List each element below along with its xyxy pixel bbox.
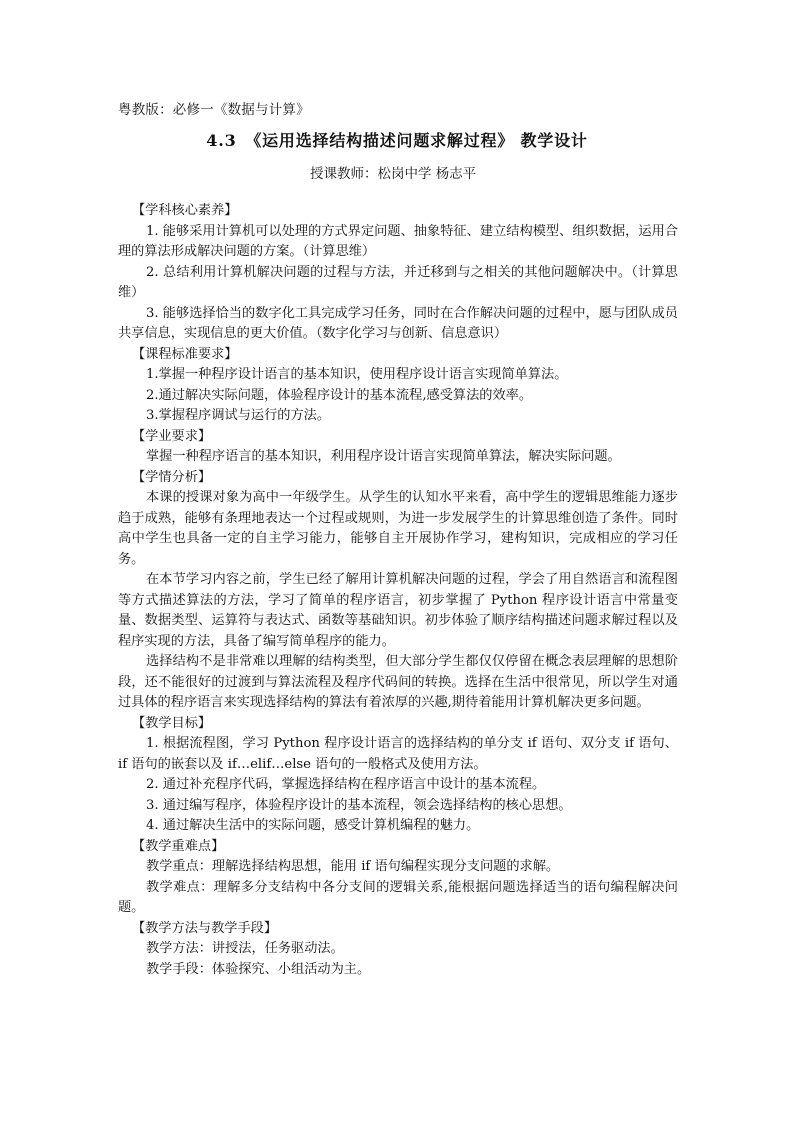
analysis-item-1: 本课的授课对象为高中一年级学生。从学生的认知水平来看，高中学生的逻辑思维能力逐步趋于成熟，能够有条理地表达一个过程或规则，为进一步发展学生的计算思维创造了条件。同时高中学生也具备一定的自主学习能力，能够自主开展协作学习，建构知识，完成相应的学习任务。 (118, 490, 678, 567)
page-title: 4.3 《运用选择结构描述问题求解过程》 教学设计 (206, 131, 588, 150)
keypoints-item-2: 教学难点：理解多分支结构中各分支间的逻辑关系,能根据问题选择适当的语句编程解决问题。 (118, 879, 678, 915)
goals-item-2: 2. 通过补充程序代码，掌握选择结构在程序语言中设计的基本流程。 (146, 777, 546, 792)
standard-item-1: 1.掌握一种程序设计语言的基本知识，使用程序设计语言实现简单算法。 (146, 367, 568, 382)
teacher-line: 授课教师：松岗中学 杨志平 (310, 166, 477, 182)
keypoints-item-1: 教学重点：理解选择结构思想，能用 if 语句编程实现分支问题的求解。 (146, 859, 560, 874)
goals-item-4: 4. 通过解决生活中的实际问题，感受计算机编程的魅力。 (146, 818, 480, 833)
methods-item-1: 教学方法：讲授法，任务驱动法。 (146, 941, 344, 956)
edition-line: 粤教版：必修一《数据与计算》 (118, 102, 310, 118)
core-item-2: 2. 总结利用计算机解决问题的过程与方法，并迁移到与之相关的其他问题解决中。（计算思维） (118, 264, 678, 300)
section-heading-methods: 【教学方法与教学手段】 (132, 920, 278, 936)
standard-item-2: 2.通过解决实际问题，体验程序设计的基本流程,感受算法的效率。 (146, 387, 533, 403)
requirement-item-1: 掌握一种程序语言的基本知识，利用程序设计语言实现简单算法，解决实际问题。 (146, 449, 621, 464)
core-item-3: 3. 能够选择恰当的数字化工具完成学习任务，同时在合作解决问题的过程中，愿与团队成员共享信息，实现信息的更大价值。（数字化学习与创新、信息意识） (118, 305, 678, 341)
analysis-item-3: 选择结构不是非常难以理解的结构类型，但大部分学生都仅仅停留在概念表层理解的思想阶段，还不能很好的过渡到与算法流程及程序代码间的转换。选择在生活中很常见，所以学生对通过具体的程序语言来实现选择结构的算法有着浓厚的兴趣,期待着能用计算机解决更多问题。 (118, 654, 678, 710)
methods-item-2: 教学手段：体验探究、小组活动为主。 (146, 961, 371, 977)
core-item-1: 1. 能够采用计算机可以处理的方式界定问题、抽象特征、建立结构模型、组织数据，运用合理的算法形成解决问题的方案。（计算思维） (118, 223, 678, 259)
goals-item-1: 1. 根据流程图，学习 Python 程序设计语言的选择结构的单分支 if 语句、双分支 if 语句、if 语句的嵌套以及 if…elif…else 语句的一般格式及使用方法。 (118, 736, 678, 772)
section-heading-goals: 【教学目标】 (132, 715, 212, 731)
document-body (118, 201, 678, 980)
section-heading-analysis: 【学情分析】 (132, 469, 212, 485)
goals-item-3: 3. 通过编写程序，体验程序设计的基本流程，领会选择结构的核心思想。 (146, 797, 572, 813)
section-heading-standard: 【课程标准要求】 (132, 346, 238, 362)
analysis-item-2: 在本节学习内容之前，学生已经了解用计算机解决问题的过程，学会了用自然语言和流程图等方式描述算法的方法，学习了简单的程序语言，初步掌握了 Python 程序设计语言中常量变量、数据类型、运算符与表达式、函数等基础知识。初步体验了顺序结构描述问题求解过程以及程序实现的方法，具备了编写简单程序的能力。 (118, 572, 678, 649)
section-heading-requirement: 【学业要求】 (132, 428, 212, 444)
section-heading-keypoints: 【教学重难点】 (132, 838, 225, 854)
section-heading-core: 【学科核心素养】 (132, 203, 238, 218)
standard-item-3: 3.掌握程序调试与运行的方法。 (146, 408, 331, 423)
